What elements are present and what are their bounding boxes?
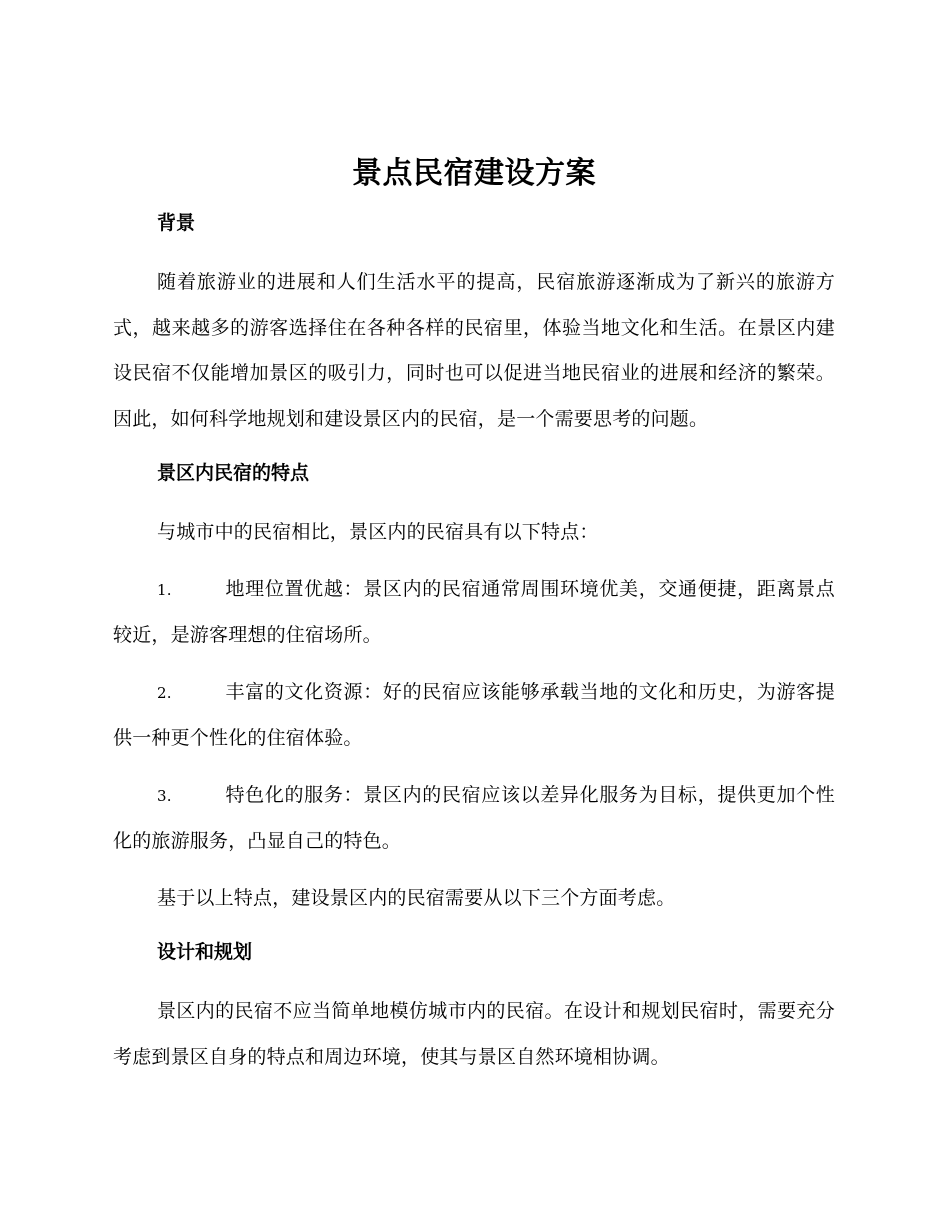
feature-list-item: [113, 567, 835, 659]
feature-list-item: [113, 773, 835, 865]
list-number: 1.: [157, 580, 172, 599]
section-heading-background: 背景: [157, 212, 196, 234]
features-outro-paragraph: 基于以上特点，建设景区内的民宿需要从以下三个方面考虑。: [157, 886, 676, 909]
document-title: 景点民宿建设方案: [352, 156, 596, 191]
list-item-text: 特色化的服务：景区内的民宿应该以差异化服务为目标，提供更加个性化的旅游服务，凸显自己的特色。: [113, 783, 835, 852]
section-heading-design: 设计和规划: [157, 941, 253, 963]
design-paragraph: 景区内的民宿不应当简单地模仿城市内的民宿。在设计和规划民宿时，需要充分考虑到景区自身的特点和周边环境，使其与景区自然环境相协调。: [113, 1000, 835, 1068]
features-intro-paragraph: 与城市中的民宿相比，景区内的民宿具有以下特点：: [157, 521, 599, 543]
list-number: 2.: [157, 683, 172, 702]
list-item-text: 地理位置优越：景区内的民宿通常周围环境优美，交通便捷，距离景点较近，是游客理想的住宿场所。: [113, 577, 835, 646]
feature-list-item: [113, 670, 835, 762]
list-item-text: 丰富的文化资源：好的民宿应该能够承载当地的文化和历史，为游客提供一种更个性化的住宿体验。: [113, 680, 835, 749]
list-number: 3.: [157, 786, 172, 805]
document-body: [113, 148, 835, 1080]
section-heading-features: 景区内民宿的特点: [157, 462, 310, 484]
background-paragraph: 随着旅游业的进展和人们生活水平的提高，民宿旅游逐渐成为了新兴的旅游方式，越来越多的游客选择住在各种各样的民宿里，体验当地文化和生活。在景区内建设民宿不仅能增加景区的吸引力，同时也可以促进当地民宿业的进展和经济的繁荣。因此，如何科学地规划和建设景区内的民宿，是一个需要思考的问题。: [113, 271, 835, 430]
